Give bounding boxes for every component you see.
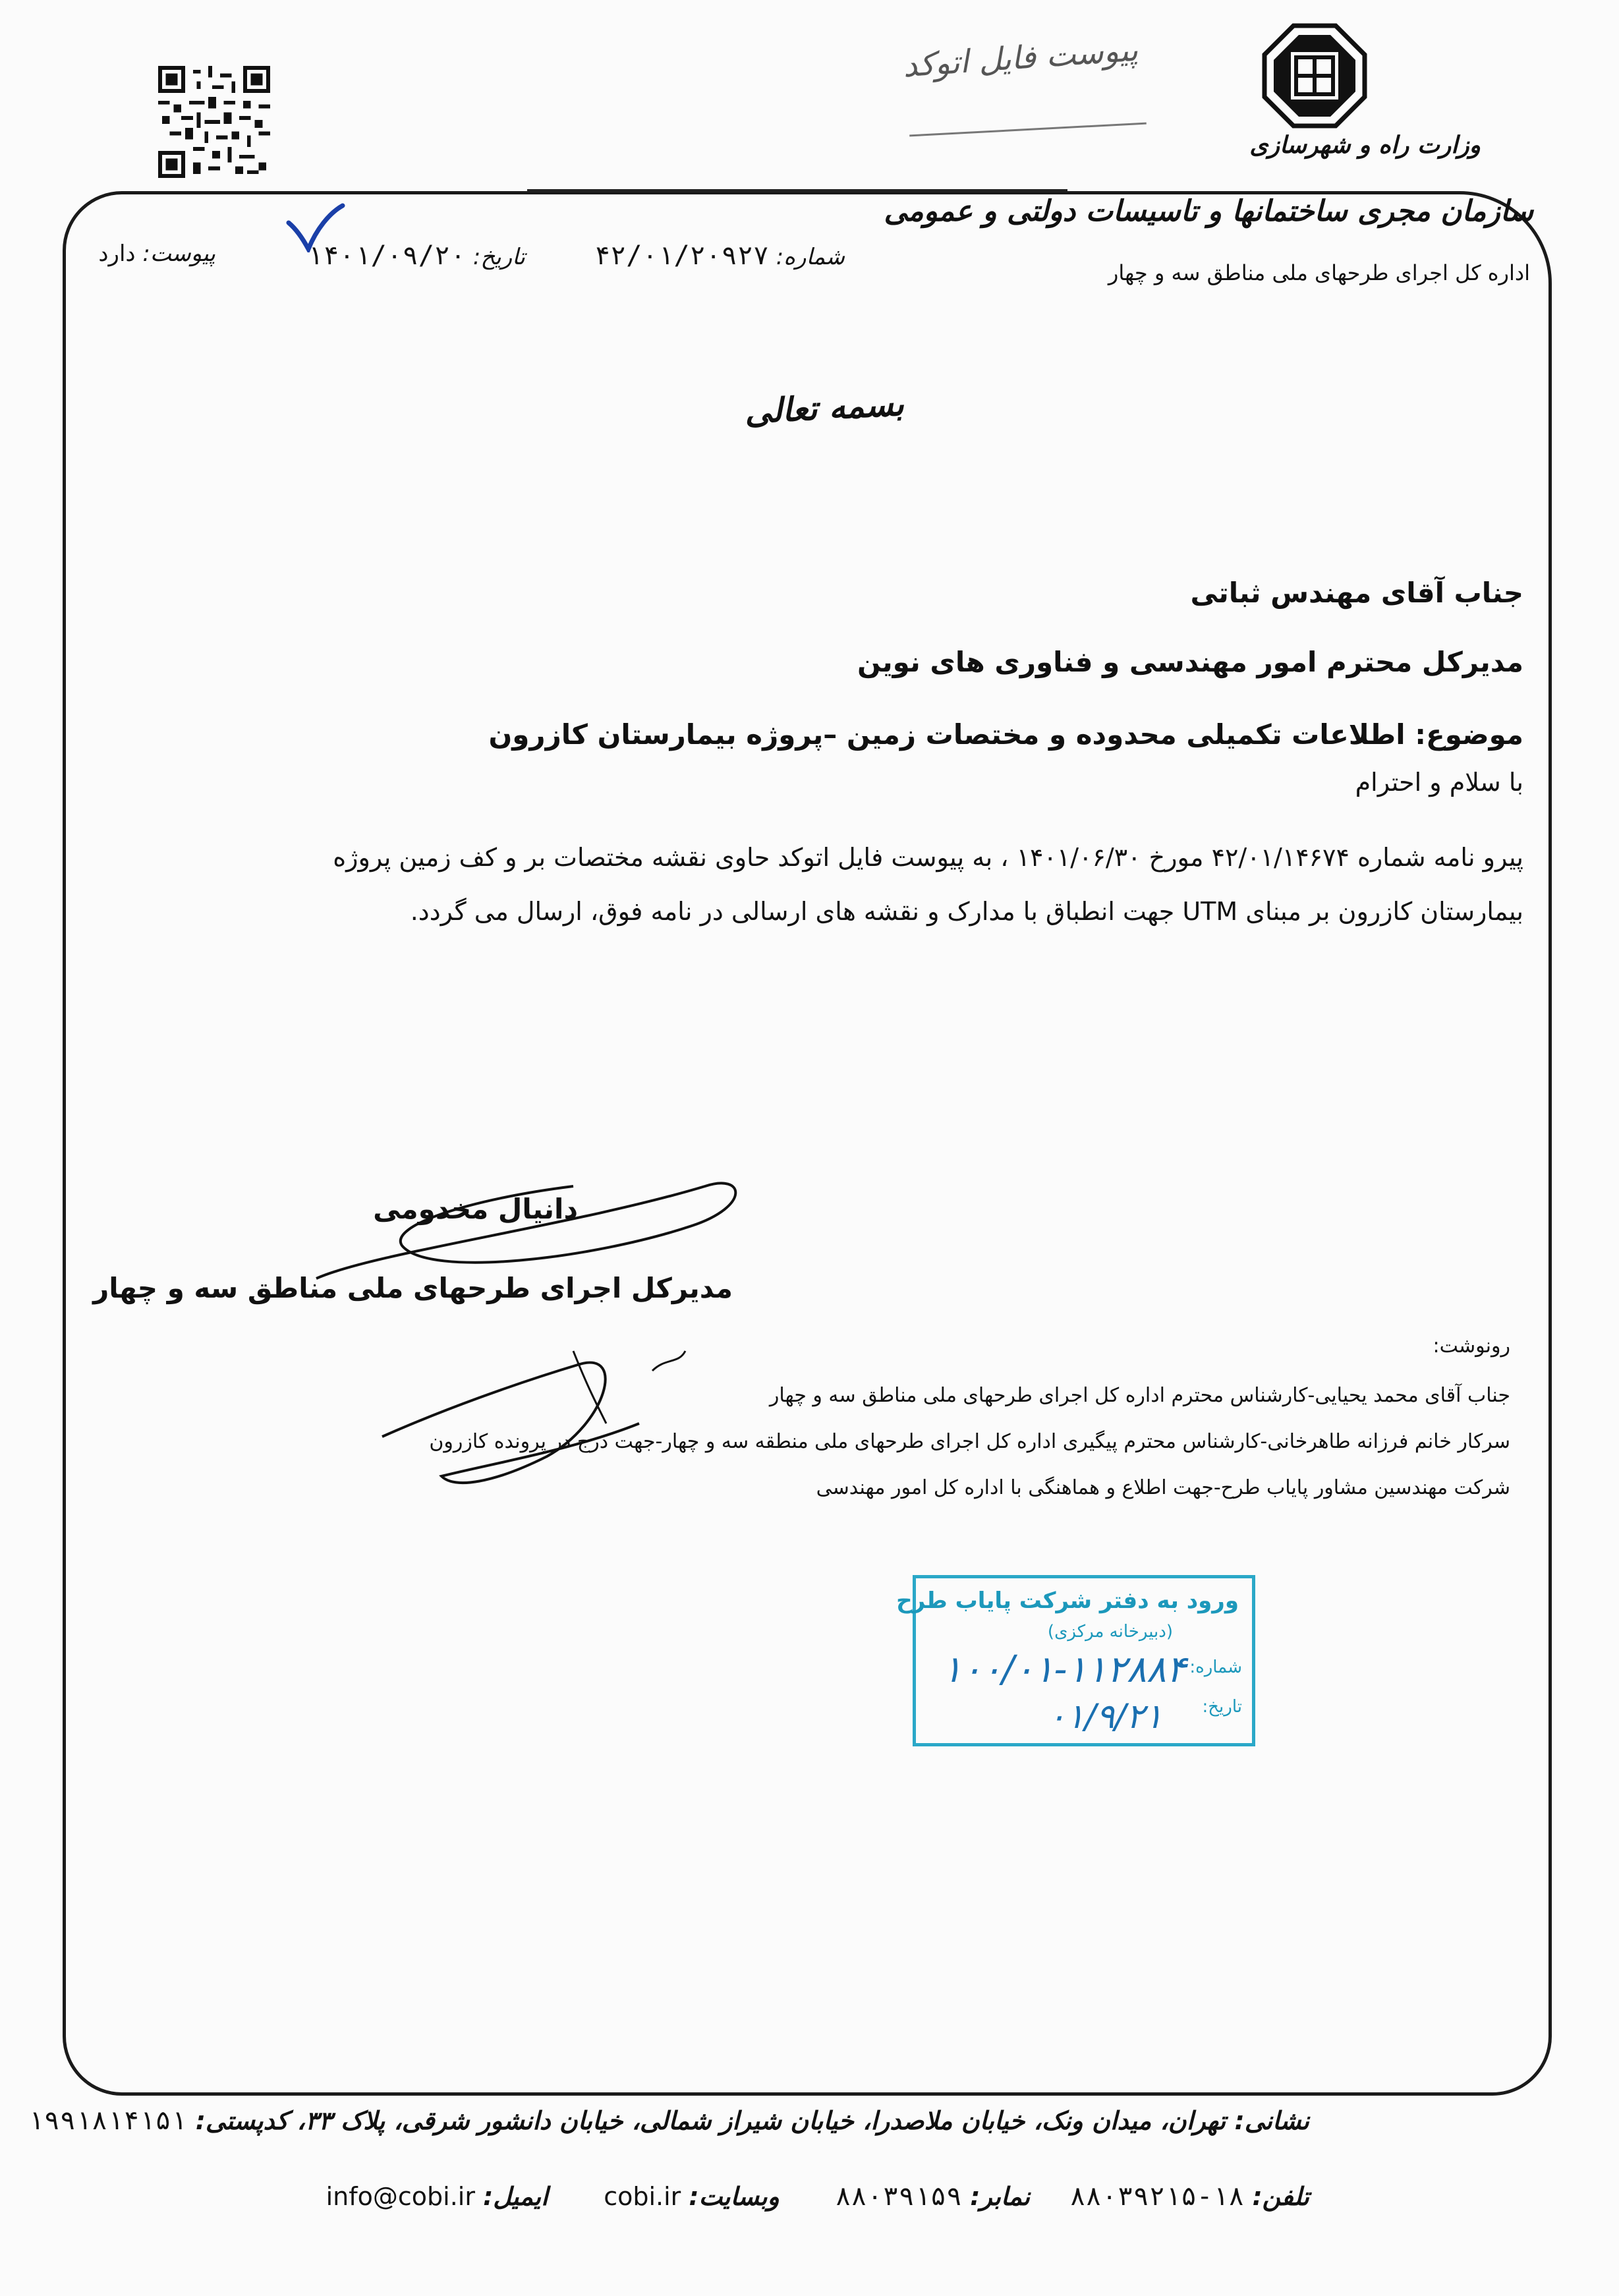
qr-code-icon xyxy=(158,66,270,178)
letter-body-line: بیمارستان کازرون بر مبنای UTM جهت انطباق با مدارک و نقشه های ارسالی در نامه فوق، ارسال می گردد. xyxy=(410,897,1523,926)
recipient-title: مدیرکل محترم امور مهندسی و فناوری های نوین xyxy=(857,646,1523,678)
letter-body-line: پیرو نامه شماره ۴۲/۰۱/۱۴۶۷۴ مورخ ۱۴۰۱/۰۶/۳۰ ، به پیوست فایل اتوکد حاوی نقشه مختصات بر و کف زمین پروژه xyxy=(333,843,1523,872)
stamp-subtitle: (دبیرخانه مرکزی) xyxy=(1047,1622,1173,1642)
letter-number xyxy=(594,241,845,271)
bismillah: بسمه تعالی xyxy=(743,384,905,432)
website-label: وبسایت: xyxy=(689,2182,780,2211)
letter-date-value: ۱۴۰۱/۰۹/۲۰ xyxy=(307,241,467,271)
website-link[interactable]: cobi.ir xyxy=(604,2182,681,2211)
ministry-name: وزارت راه و شهرسازی xyxy=(1249,132,1481,159)
recipient-name: جناب آقای مهندس ثباتی xyxy=(1190,577,1523,609)
address-text: تهران، میدان ونک، خیابان ملاصدرا، خیابان شیراز شمالی، خیابان دانشور شرقی، پلاک ۳۳، کدپستی: xyxy=(195,2106,1226,2135)
letter-body xyxy=(290,830,1523,938)
cc-label: رونوشت: xyxy=(1433,1335,1510,1358)
cc-item: سرکار خانم فرزانه طاهرخانی-کارشناس محترم پیگیری اداره کل اجرای طرحهای ملی منطقه سه و چهار-جهت درج در پرونده کازرون xyxy=(429,1430,1510,1453)
letter-number-value: ۴۲/۰۱/۲۰۹۲۷ xyxy=(594,241,769,271)
ministry-logo-icon xyxy=(1262,23,1367,129)
stamp-title: ورود به دفتر شرکت پایاب طرح xyxy=(896,1588,1239,1614)
email-link[interactable]: info@cobi.ir xyxy=(326,2182,475,2211)
letter-frame xyxy=(63,191,1552,2096)
stamp-date-label: تاریخ: xyxy=(1202,1697,1242,1717)
header-divider xyxy=(527,189,1067,192)
letter-attachment-value: دارد xyxy=(98,241,136,267)
fax-number: ۸۸۰۳۹۱۵۹ xyxy=(835,2181,963,2212)
address-label: نشانی: xyxy=(1234,2106,1309,2135)
stamp-number-value: ۱۰۰/۰۱-۱۱۲۸۸۴ xyxy=(942,1648,1186,1691)
letter-date-label: تاریخ: xyxy=(472,244,525,270)
stamp-date-value: ۰۱/۹/۲۱ xyxy=(1048,1697,1163,1736)
phone-label: تلفن: xyxy=(1252,2182,1309,2211)
email-label: ایمیل: xyxy=(483,2182,548,2211)
fax-label: نمابر: xyxy=(970,2182,1031,2211)
letter-subject: موضوع: اطلاعات تکمیلی محدوده و مختصات زمین –پروژه بیمارستان کازرون xyxy=(488,718,1523,751)
letter-attachment-label: پیوست: xyxy=(142,241,215,267)
phone-number: ۱۸-۸۸۰۳۹۲۱۵ xyxy=(1069,2181,1245,2212)
checkmark-icon xyxy=(283,203,346,252)
postal-code: ۱۹۹۱۸۱۴۱۵۱ xyxy=(28,2106,187,2136)
signatory-name: دانیال مخدومی xyxy=(373,1193,578,1225)
handwritten-note: پیوست فایل اتوکد xyxy=(901,31,1139,85)
organization-name: سازمان مجری ساختمانها و تاسیسات دولتی و عمومی xyxy=(884,194,1533,228)
letter-attachment xyxy=(98,241,215,267)
handwritten-underline xyxy=(909,123,1147,137)
letter-greeting: با سلام و احترام xyxy=(1355,768,1523,797)
receipt-stamp xyxy=(896,1575,1255,1746)
handwritten-signature xyxy=(297,1147,824,1542)
department-name: اداره کل اجرای طرحهای ملی مناطق سه و چهار xyxy=(1108,260,1530,285)
footer-contacts xyxy=(326,2181,1309,2212)
cc-item: جناب آقای محمد یحیایی-کارشناس محترم اداره کل اجرای طرحهای ملی مناطق سه و چهار xyxy=(769,1384,1510,1407)
letter-number-label: شماره: xyxy=(776,244,845,270)
stamp-number-label: شماره: xyxy=(1189,1657,1242,1677)
footer-address xyxy=(28,2106,1309,2136)
cc-item: شرکت مهندسین مشاور پایاب طرح-جهت اطلاع و هماهنگی با اداره کل امور مهندسی xyxy=(816,1476,1510,1499)
signatory-title: مدیرکل اجرای طرحهای ملی مناطق سه و چهار xyxy=(93,1272,733,1304)
